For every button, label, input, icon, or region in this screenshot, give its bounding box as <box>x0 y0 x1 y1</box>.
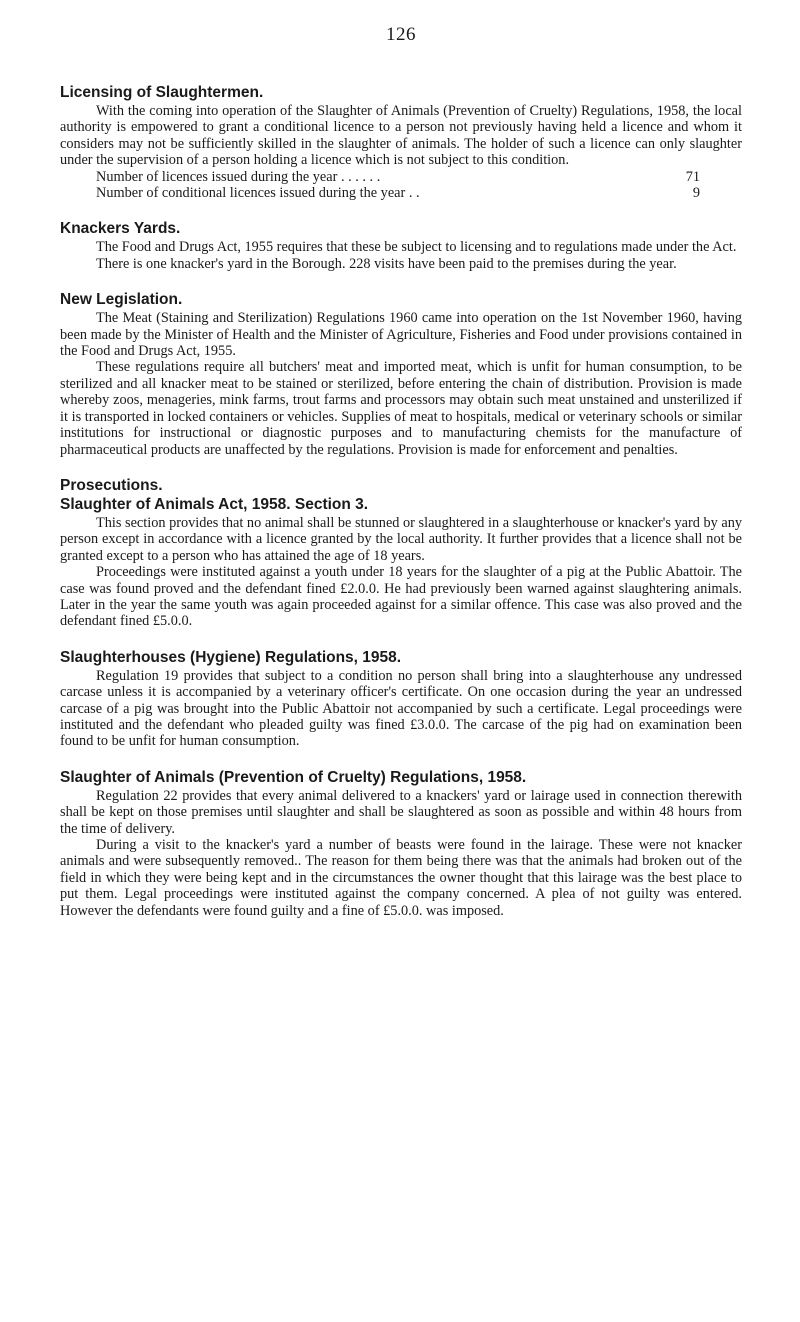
section-licensing-of-slaughtermen <box>60 84 742 201</box>
section-heading: New Legislation. <box>60 291 183 309</box>
section-subheading: Slaughter of Animals Act, 1958. Section 3. <box>60 495 369 513</box>
stat-row-licences-issued <box>60 169 742 185</box>
stat-label: Number of conditional licences issued during the year . . <box>96 185 420 202</box>
paragraph: Regulation 22 provides that every animal delivered to a knackers' yard or lairage used in connection therewith shall be kept on those premises until slaughter and shall be slaughtered as soon as possible and within 48 hours from the time of delivery. <box>60 787 742 837</box>
paragraph: Regulation 19 provides that subject to a condition no person shall bring into a slaughterhouse any undressed carcase unless it is accompanied by a veterinary officer's certificate. On one occasion during the year an undressed carcase of a pig was brought into the Public Abattoir not accompanied by such a certificate. Legal proceedings were instituted and the defendant who pleaded guilty was fined £3.0.0. The carcase of the pig had on examination been found to be unfit for human consumption. <box>60 667 742 750</box>
section-heading: Prosecutions. <box>60 476 163 494</box>
section-heading: Licensing of Slaughtermen. <box>60 84 264 101</box>
paragraph: These regulations require all butchers' meat and imported meat, which is unfit for human consumption, to be sterilized and all knacker meat to be stained or sterilized, before entering the chain of distribution. Provision is made whereby zoos, menageries, mink farms, trout farms and processors may obtain such meat unstained and unsterilized if it is transported in locked containers or vehicles. Supplies of meat to hospitals, medical or veterinary schools or similar institutions for instructional or diagnostic purposes and to manufacturing chemists for the manufacture of pharmaceutical products are unaffected by the regulations. Provision is made for enforcement and penalties. <box>60 359 742 458</box>
paragraph: The Meat (Staining and Sterilization) Regulations 1960 came into operation on the 1st November 1960, having been made by the Minister of Health and the Minister of Agriculture, Fisheries and Food under provisions contained in the Food and Drugs Act, 1955. <box>60 310 742 360</box>
paragraph: There is one knacker's yard in the Borough. 228 visits have been paid to the premises during the year. <box>96 255 677 272</box>
section-prevention-of-cruelty <box>60 769 742 919</box>
paragraph: During a visit to the knacker's yard a number of beasts were found in the lairage. These were not knacker animals and were subsequently removed.. The reason for them being there was that the animals had broken out of the field in which they were being kept and in the circumstances the owner thought that this lairage was the best place to put them. Legal proceedings were instituted against the company concerned. A plea of not guilty was entered. However the defendants were found guilty and a fine of £5.0.0. was imposed. <box>60 837 742 919</box>
page-number: 126 <box>386 24 416 45</box>
paragraph: Proceedings were instituted against a youth under 18 years for the slaughter of a pig at the Public Abattoir. The case was found proved and the defendant fined £2.0.0. He had previously been warned against slaughtering animals. Later in the year the same youth was again proceeded against for a similar offence. This case was also proved and the defendant fined £5.0.0. <box>60 564 742 630</box>
section-prosecutions <box>60 477 742 630</box>
stat-row-conditional-licences <box>60 185 742 201</box>
stat-label: Number of licences issued during the year . . . . . . <box>96 168 381 185</box>
section-slaughterhouses-hygiene <box>60 649 742 750</box>
paragraph: This section provides that no animal shall be stunned or slaughtered in a slaughterhouse or knacker's yard by any person except in accordance with a licence granted by the local authority. It further provides that a licence shall not be granted except to a person who has attained the age of 18 years. <box>60 514 742 564</box>
paragraph: With the coming into operation of the Slaughter of Animals (Prevention of Cruelty) Regulations, 1958, the local authority is empowered to grant a conditional licence to a person not previously having held a licence and whom it considers may not be sufficiently skilled in the slaughter of animals. The holder of such a licence can only slaughter under the supervision of a person holding a licence which is not subject to this condition. <box>60 103 742 169</box>
section-heading: Slaughter of Animals (Prevention of Cruelty) Regulations, 1958. <box>60 768 527 786</box>
section-heading: Slaughterhouses (Hygiene) Regulations, 1958. <box>60 648 402 666</box>
stat-value: 71 <box>685 168 700 185</box>
paragraph: The Food and Drugs Act, 1955 requires that these be subject to licensing and to regulations made under the Act. <box>96 239 737 256</box>
section-heading: Knackers Yards. <box>60 220 181 238</box>
stat-value: 9 <box>692 185 700 202</box>
section-knackers-yards <box>60 220 742 272</box>
section-new-legislation <box>60 291 742 458</box>
